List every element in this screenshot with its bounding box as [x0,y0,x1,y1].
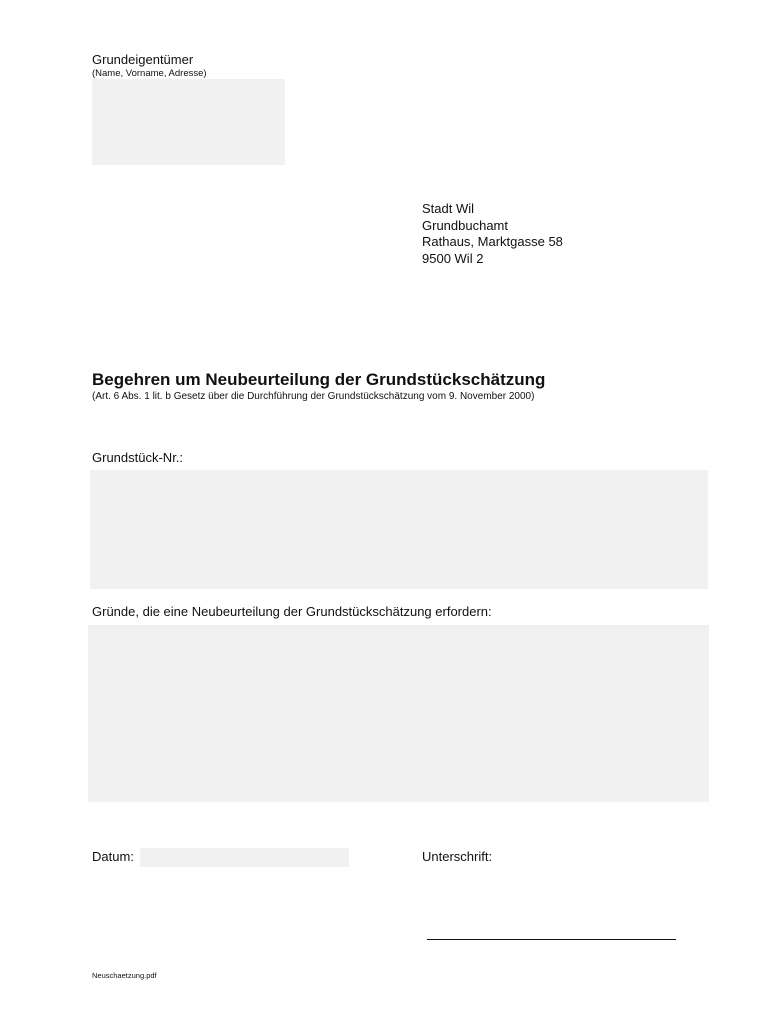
recipient-line: Stadt Wil [422,201,475,216]
recipient-address [422,201,563,267]
signature-line [427,939,676,940]
parcel-number-label: Grundstück-Nr.: [92,450,184,465]
footer-filename: Neuschaetzung.pdf [92,971,157,980]
parcel-number-field[interactable] [90,470,708,589]
reasons-field[interactable] [88,625,709,802]
recipient-line: 9500 Wil 2 [422,250,484,266]
date-label: Datum: [92,849,134,864]
document-title: Begehren um Neubeurteilung der Grundstückschätzung [92,370,546,389]
owner-hint: (Name, Vorname, Adresse) [92,68,207,79]
recipient-line: Rathaus, Marktgasse 58 [422,234,563,249]
owner-label: Grundeigentümer [92,52,194,67]
signature-label: Unterschrift: [422,849,493,864]
document-subtitle: (Art. 6 Abs. 1 lit. b Gesetz über die Durchführung der Grundstückschätzung vom 9. November 2000) [92,391,535,402]
recipient-line: Grundbuchamt [422,217,508,233]
date-field[interactable] [140,848,349,867]
owner-field[interactable] [92,79,285,165]
reasons-label: Gründe, die eine Neubeurteilung der Grundstückschätzung erfordern: [92,604,492,619]
